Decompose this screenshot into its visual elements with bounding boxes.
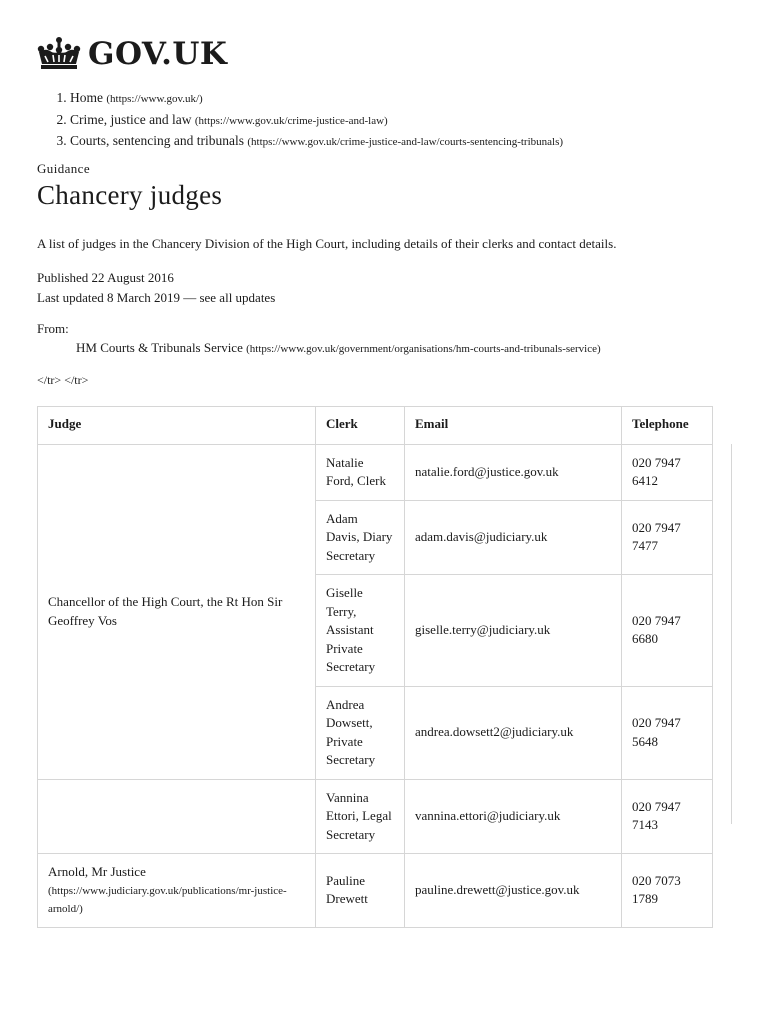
organisation-name[interactable]: HM Courts & Tribunals Service — [76, 340, 243, 355]
judge-cell[interactable] — [38, 854, 316, 928]
breadcrumb-item-home[interactable] — [70, 88, 563, 110]
email-cell[interactable]: adam.davis@judiciary.uk — [405, 500, 622, 575]
table-row — [38, 444, 713, 500]
header-judge: Judge — [38, 407, 316, 445]
judge-cell-empty — [38, 779, 316, 854]
judges-table — [37, 406, 713, 928]
from-organisation[interactable] — [76, 340, 601, 356]
from-label: From: — [37, 321, 69, 336]
breadcrumb-url: (https://www.gov.uk/crime-justice-and-law/courts-sentencing-tribunals) — [247, 136, 564, 148]
breadcrumb-item-crime-justice-law[interactable] — [70, 110, 563, 132]
telephone-cell: 020 7947 6680 — [622, 575, 713, 687]
clerk-cell: Pauline Drewett — [316, 854, 405, 928]
email-cell[interactable]: pauline.drewett@justice.gov.uk — [405, 854, 622, 928]
table-edge-line — [731, 444, 732, 824]
header-telephone: Telephone — [622, 407, 713, 445]
table-row — [38, 779, 713, 854]
table-row — [38, 854, 713, 928]
breadcrumb-url: (https://www.gov.uk/crime-justice-and-law) — [194, 114, 388, 127]
table-header-row — [38, 407, 713, 445]
header-clerk: Clerk — [316, 407, 405, 445]
header-email: Email — [405, 407, 622, 445]
judge-cell: Chancellor of the High Court, the Rt Hon Sir Geoffrey Vos — [38, 444, 316, 779]
breadcrumb-label[interactable]: Crime, justice and law — [70, 111, 192, 127]
telephone-cell: 020 7947 7143 — [622, 779, 713, 854]
crown-icon — [36, 36, 82, 72]
breadcrumb-item-courts[interactable] — [70, 131, 563, 153]
email-cell[interactable]: andrea.dowsett2@judiciary.uk — [405, 686, 622, 779]
published-date: Published 22 August 2016 — [37, 270, 174, 285]
breadcrumb-label[interactable]: Courts, sentencing and tribunals — [70, 133, 244, 148]
summary: A list of judges in the Chancery Division of the High Court, including details of their clerks and contact details. — [37, 236, 617, 251]
document-type: Guidance — [37, 161, 91, 176]
last-updated[interactable]: Last updated 8 March 2019 — see all updates — [37, 290, 276, 305]
breadcrumb-label[interactable]: Home — [70, 90, 103, 105]
email-cell[interactable]: natalie.ford@justice.gov.uk — [405, 444, 622, 500]
email-cell[interactable]: vannina.ettori@judiciary.uk — [405, 779, 622, 854]
telephone-cell: 020 7947 7477 — [622, 500, 713, 575]
breadcrumb-url: (https://www.gov.uk/) — [106, 93, 203, 105]
clerk-cell: Giselle Terry, Assistant Private Secretary — [316, 575, 405, 687]
breadcrumb — [56, 88, 563, 153]
email-cell[interactable]: giselle.terry@judiciary.uk — [405, 575, 622, 687]
clerk-cell: Adam Davis, Diary Secretary — [316, 500, 405, 575]
govuk-logo[interactable] — [36, 36, 227, 72]
page-title: Chancery judges — [37, 180, 223, 210]
organisation-url: (https://www.gov.uk/government/organisations/hm-courts-and-tribunals-service) — [246, 343, 601, 355]
telephone-cell: 020 7947 6412 — [622, 444, 713, 500]
clerk-cell: Natalie Ford, Clerk — [316, 444, 405, 500]
logo-text: GOV.UK — [88, 36, 228, 72]
clerk-cell: Vannina Ettori, Legal Secretary — [316, 779, 405, 854]
judge-name[interactable]: Arnold, Mr Justice — [48, 864, 146, 879]
telephone-cell: 020 7073 1789 — [622, 854, 713, 928]
clerk-cell: Andrea Dowsett, Private Secretary — [316, 686, 405, 779]
stray-markup-text: </tr> </tr> — [37, 373, 89, 387]
telephone-cell: 020 7947 5648 — [622, 686, 713, 779]
judge-url: (https://www.judiciary.gov.uk/publications/mr-justice-arnold/) — [48, 884, 287, 915]
